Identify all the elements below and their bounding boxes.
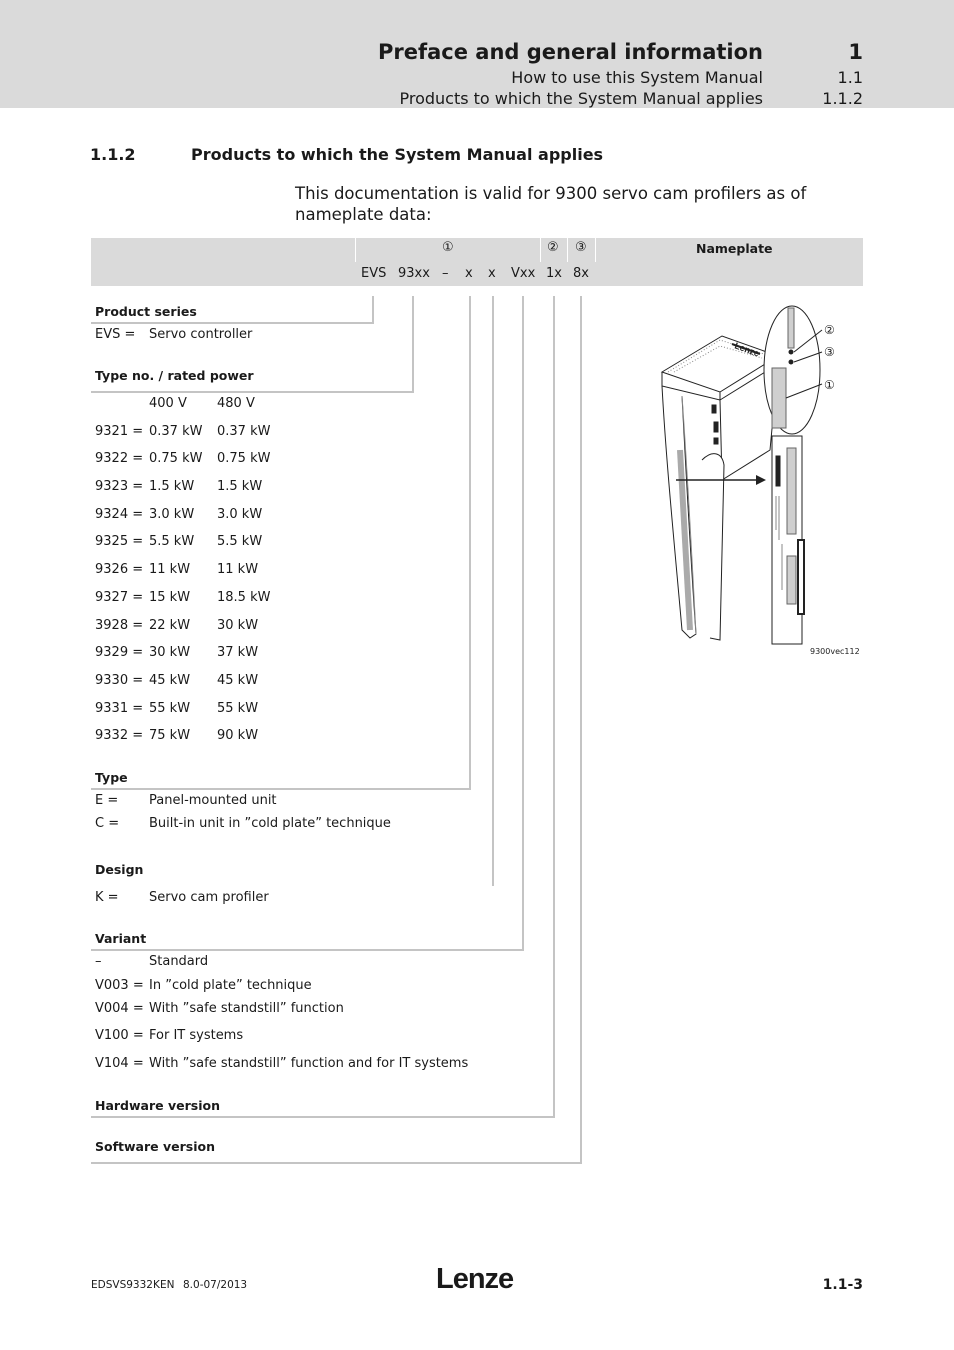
chapter-number: 1 — [848, 40, 863, 64]
code-variant: Vxx — [511, 266, 536, 281]
power-row-400: 11 kW — [149, 562, 191, 577]
bracket-line-type-no — [412, 296, 414, 393]
hardware-heading: Hardware version — [95, 1098, 220, 1113]
variant-row-code: V004 = — [95, 1001, 144, 1016]
power-row-code: 9321 = — [95, 424, 144, 439]
arrow-head — [756, 475, 766, 485]
doc-version: 8.0-07/2013 — [183, 1279, 248, 1291]
variant-row-desc: In ”cold plate” technique — [149, 978, 312, 993]
figure-caption: 9300vec112 — [810, 647, 860, 656]
evs-code: EVS = — [95, 327, 136, 342]
power-row-400: 0.37 kW — [149, 424, 203, 439]
section-number: 1.1.2 — [90, 145, 136, 164]
chapter-title: Preface and general information — [377, 40, 763, 64]
power-row-400: 5.5 kW — [149, 534, 195, 549]
type-heading: Type — [95, 770, 128, 785]
power-row-400: 22 kW — [149, 618, 191, 633]
power-row-code: 3928 = — [95, 618, 144, 633]
code-separator — [567, 238, 568, 262]
power-row-480: 55 kW — [217, 701, 259, 716]
product-series-heading: Product series — [95, 304, 197, 319]
section-title: Products to which the System Manual applies — [191, 145, 604, 164]
marker-2: ② — [547, 240, 559, 255]
page-number: 1.1-3 — [822, 1277, 863, 1293]
power-row-code: 9331 = — [95, 701, 144, 716]
variant-heading: Variant — [95, 931, 147, 946]
evs-desc: Servo controller — [149, 327, 253, 342]
variant-row-code: V100 = — [95, 1028, 144, 1043]
type-row-desc: Panel-mounted unit — [149, 793, 277, 808]
power-row-480: 0.75 kW — [217, 451, 271, 466]
power-row-code: 9322 = — [95, 451, 144, 466]
header-sub2-number: 1.1.2 — [822, 89, 863, 108]
power-row-code: 9332 = — [95, 728, 144, 743]
code-separator — [540, 238, 541, 262]
device-illustration — [662, 336, 778, 640]
power-row-480: 1.5 kW — [217, 479, 263, 494]
power-row-480: 37 kW — [217, 645, 259, 660]
bracket-line-software — [580, 296, 582, 1164]
variant-row-desc: With ”safe standstill” function and for IT systems — [149, 1056, 469, 1071]
variant-row-desc: For IT systems — [149, 1028, 244, 1043]
power-row-code: 9326 = — [95, 562, 144, 577]
power-row-480: 45 kW — [217, 673, 259, 688]
power-row-480: 30 kW — [217, 618, 259, 633]
power-row-code: 9327 = — [95, 590, 144, 605]
divider — [91, 788, 471, 790]
callout-3: ③ — [824, 345, 835, 359]
code-software: 8x — [573, 266, 589, 281]
divider — [91, 949, 524, 951]
magnifier — [764, 306, 822, 434]
variant-row-desc: Standard — [149, 954, 209, 969]
divider — [91, 391, 414, 393]
power-row-480: 90 kW — [217, 728, 259, 743]
power-row-400: 45 kW — [149, 673, 191, 688]
type-power-heading: Type no. / rated power — [95, 368, 254, 383]
power-row-400: 75 kW — [149, 728, 191, 743]
power-row-400: 3.0 kW — [149, 507, 195, 522]
power-row-400: 30 kW — [149, 645, 191, 660]
power-row-400: 0.75 kW — [149, 451, 203, 466]
power-row-code: 9324 = — [95, 507, 144, 522]
power-row-400: 15 kW — [149, 590, 191, 605]
code-x-type: x — [465, 266, 473, 281]
marker-1: ① — [442, 240, 454, 255]
lenze-logo: Lenze — [436, 1263, 514, 1295]
nameplate-label: Nameplate — [696, 241, 773, 256]
power-row-480: 5.5 kW — [217, 534, 263, 549]
power-row-480: 11 kW — [217, 562, 259, 577]
code-dash: – — [442, 266, 449, 281]
nameplate-strip — [772, 436, 804, 644]
design-row-code: K = — [95, 890, 119, 905]
type-row-code: E = — [95, 793, 119, 808]
col-480v: 480 V — [217, 396, 255, 411]
code-hardware: 1x — [546, 266, 562, 281]
intro-paragraph: This documentation is valid for 9300 servo cam profilers as of nameplate data: — [295, 184, 807, 224]
power-row-code: 9329 = — [95, 645, 144, 660]
divider — [91, 322, 374, 324]
bracket-line-hardware — [553, 296, 555, 1117]
power-row-400: 55 kW — [149, 701, 191, 716]
doc-language: EN — [160, 1279, 175, 1291]
code-type: 93xx — [398, 266, 430, 281]
header-sub1-number: 1.1 — [837, 68, 863, 87]
code-separator — [595, 238, 596, 262]
power-row-480: 18.5 kW — [217, 590, 271, 605]
power-row-code: 9323 = — [95, 479, 144, 494]
divider — [91, 1116, 555, 1118]
power-row-code: 9330 = — [95, 673, 144, 688]
type-row-desc: Built-in unit in ”cold plate” technique — [149, 816, 391, 831]
device-logo: Lenze — [733, 340, 761, 359]
divider — [91, 1162, 582, 1164]
variant-row-desc: With ”safe standstill” function — [149, 1001, 344, 1016]
nameplate-figure — [650, 300, 865, 660]
bracket-line-design — [492, 296, 494, 886]
power-row-480: 0.37 kW — [217, 424, 271, 439]
header-sub2-text: Products to which the System Manual applies — [399, 89, 763, 108]
marker-3: ③ — [575, 240, 587, 255]
bracket-line-type — [469, 296, 471, 790]
code-x-design: x — [488, 266, 496, 281]
variant-row-code: V003 = — [95, 978, 144, 993]
power-row-400: 1.5 kW — [149, 479, 195, 494]
variant-row-code: V104 = — [95, 1056, 144, 1071]
design-heading: Design — [95, 862, 144, 877]
callout-1: ① — [824, 378, 835, 392]
design-row-desc: Servo cam profiler — [149, 890, 269, 905]
code-separator — [355, 238, 356, 262]
bracket-line-variant — [522, 296, 524, 950]
type-row-code: C = — [95, 816, 120, 831]
power-row-code: 9325 = — [95, 534, 144, 549]
col-400v: 400 V — [149, 396, 187, 411]
callout-2: ② — [824, 323, 835, 337]
doc-id: EDSVS9332K — [91, 1279, 160, 1291]
variant-row-code: – — [95, 954, 102, 969]
bracket-line-series — [372, 296, 374, 324]
power-row-480: 3.0 kW — [217, 507, 263, 522]
header-sub1-text: How to use this System Manual — [511, 68, 763, 87]
code-evs: EVS — [361, 266, 387, 281]
software-heading: Software version — [95, 1139, 215, 1154]
